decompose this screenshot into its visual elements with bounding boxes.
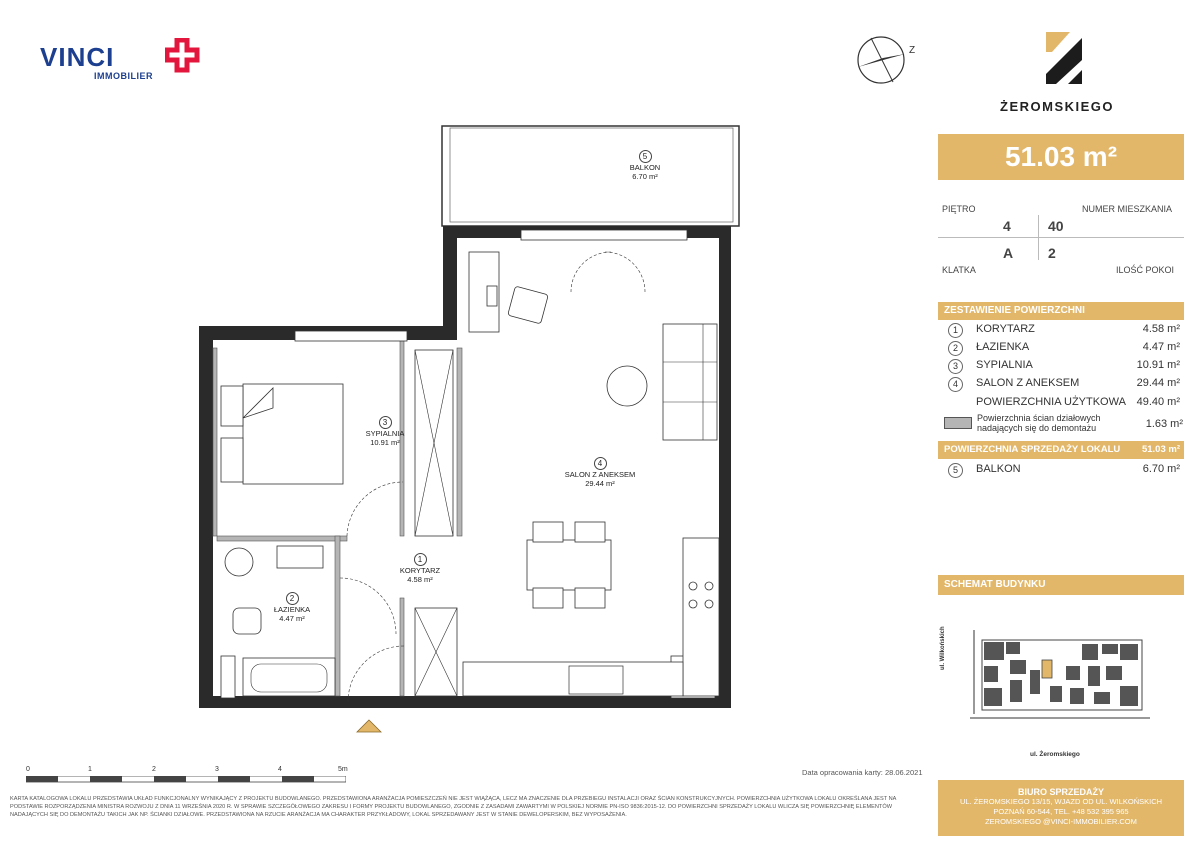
north-arrow-icon — [853, 34, 923, 86]
plan-room-name: SALON Z ANEKSEM — [564, 470, 636, 479]
room-number-badge: 5 — [948, 463, 963, 478]
plan-room-name: KORYTARZ — [399, 566, 441, 575]
plan-room-area: 6.70 m² — [632, 172, 658, 181]
rooms-count-label: ILOŚĆ POKOI — [1116, 265, 1175, 275]
apartment-number-value: 40 — [1048, 218, 1064, 234]
sales-area-value: 51.03 m² — [1141, 444, 1180, 455]
plan-room-number: 5 — [639, 150, 652, 163]
room-area: 10.91 m² — [1136, 359, 1180, 371]
scale-tick-1: 1 — [88, 766, 92, 773]
plan-label-balcony — [620, 150, 670, 181]
vinci-wordmark: VINCI — [40, 42, 115, 72]
room-name: BALKON — [976, 463, 1021, 475]
floor-label: PIĘTRO — [942, 204, 976, 214]
svg-text:Z: Z — [909, 45, 916, 56]
scale-tick-5: 5m — [338, 766, 348, 773]
room-area: 6.70 m² — [1142, 463, 1180, 475]
sales-area-row — [938, 441, 1184, 459]
plan-room-name: ŁAZIENKA — [273, 605, 311, 614]
staircase-value: A — [1003, 245, 1014, 261]
plan-room-area: 4.58 m² — [407, 575, 433, 584]
partition-wall-swatch — [944, 417, 972, 429]
sales-area-label: POWIERZCHNIA SPRZEDAŻY LOKALU — [944, 444, 1121, 455]
street-label-bottom: ul. Żeromskiego — [1030, 751, 1080, 758]
plan-label-bedroom — [355, 416, 415, 447]
usable-area-value: 49.40 m² — [1136, 396, 1180, 408]
plan-label-bathroom — [262, 592, 322, 623]
summary-row-bedroom — [938, 358, 1184, 375]
plan-room-area: 29.44 m² — [585, 479, 615, 488]
total-area-badge: 51.03 m² — [938, 134, 1184, 180]
room-area: 29.44 m² — [1136, 377, 1180, 389]
floor-plan — [195, 118, 755, 738]
summary-row-balcony — [938, 462, 1184, 479]
plan-label-living-room — [555, 457, 645, 488]
vinci-cross-icon — [165, 38, 201, 80]
room-name: SALON Z ANEKSEM — [976, 377, 1080, 389]
plan-room-number: 1 — [414, 553, 427, 566]
scale-tick-3: 3 — [215, 766, 219, 773]
room-area: 4.47 m² — [1142, 341, 1180, 353]
plan-room-name: SYPIALNIA — [365, 429, 405, 438]
partition-walls-value: 1.63 m² — [1145, 418, 1183, 430]
floor-value: 4 — [1003, 218, 1011, 234]
room-name: KORYTARZ — [976, 323, 1035, 335]
street-label-side: ul. Wilkońskich — [940, 626, 946, 670]
room-number-badge: 1 — [948, 323, 963, 338]
room-number-badge: 3 — [948, 359, 963, 374]
sales-office-phone: POZNAŃ 60-544, TEL. +48 532 395 965 — [993, 807, 1129, 816]
info-divider-vertical — [1038, 215, 1039, 260]
area-summary-title: ZESTAWIENIE POWIERZCHNI — [938, 302, 1184, 320]
sales-office-email: ZEROMSKIEGO @VINCI-IMMOBILIER.COM — [985, 817, 1137, 826]
summary-row-living-room — [938, 376, 1184, 393]
zeromskiego-logo-icon — [1042, 30, 1086, 86]
brand-name: ŻEROMSKIEGO — [1000, 99, 1115, 114]
room-area: 4.58 m² — [1142, 323, 1180, 335]
sales-office-box — [938, 780, 1184, 836]
vinci-subtitle: IMMOBILIER — [94, 71, 153, 81]
staircase-label: KLATKA — [942, 265, 976, 275]
rooms-count-value: 2 — [1048, 245, 1056, 261]
usable-area-label: POWIERZCHNIA UŻYTKOWA — [976, 396, 1126, 408]
room-number-badge: 2 — [948, 341, 963, 356]
room-number-badge: 4 — [948, 377, 963, 392]
plan-label-corridor — [390, 553, 450, 584]
building-scheme-title: SCHEMAT BUDYNKU — [938, 575, 1184, 595]
card-date: Data opracowania karty: 28.06.2021 — [802, 768, 923, 777]
room-name: SYPIALNIA — [976, 359, 1033, 371]
sales-office-address: UL. ŻEROMSKIEGO 13/15, WJAZD OD UL. WILKOŃSKICH — [959, 797, 1163, 806]
building-scheme-map — [970, 630, 1150, 725]
vinci-immobilier-logo — [40, 38, 205, 88]
disclaimer-text: KARTA KATALOGOWA LOKALU PRZEDSTAWIA UKŁAD FUNKCJONALNY WYNIKAJĄCY Z PROJEKTU BUDOWLANEGO. PRZEDSTAWIONA ARANŻACJA POMIESZCZEŃ NIE JEST WIĄŻĄCA, LECZ MA ZNACZENIE DLA PRZEBIEGU INSTALACJI ORAZ ŚCIAN KONSTRUKCYJNYCH. POWIERZCHNIA UŻYTKOWA LOKALU OKREŚLANA JEST NA PODSTAWIE ROZPORZĄDZENIA MINISTRA ROZWOJU Z DNIA 11 WRZEŚNIA 2020 R. W SPRAWIE SZCZEGÓŁOWEGO ZAKRESU I FORMY PROJEKTU BUDOWLANEGO, ZGODNIE Z ZASADAMI ZAWARTYMI W POLSKIEJ NORMIE PN-ISO 9836:2015-12. DO POWIERZCHNI SPRZEDAŻY LOKALU WLICZA SIĘ POWIERZCHNIĘ ELEMENTÓW NADAJĄCYCH SIĘ DO DEMONTAŻU TAKICH JAK NP. ŚCIANKI DZIAŁOWE. PRZEDSTAWIONA NA RZUCIE ARANŻACJA MA CHARAKTER PRZYKŁADOWY, LOKAL SPRZEDAWANY JEST W STANIE DEWELOPERSKIM, BEZ WYPOSAŻENIA. — [10, 796, 897, 818]
plan-room-number: 2 — [286, 592, 299, 605]
summary-row-corridor — [938, 322, 1184, 339]
plan-room-area: 4.47 m² — [279, 614, 305, 623]
plan-room-number: 3 — [379, 416, 392, 429]
scale-tick-0: 0 — [26, 766, 30, 773]
partition-walls-label: Powierzchnia ścian działowych nadających się do demontażu — [977, 413, 1101, 433]
plan-room-name: BALKON — [629, 163, 661, 172]
plan-room-area: 10.91 m² — [370, 438, 400, 447]
summary-row-usable-area — [938, 395, 1184, 412]
info-divider — [938, 237, 1184, 238]
apartment-number-label: NUMER MIESZKANIA — [1082, 204, 1173, 214]
scale-bar — [26, 776, 346, 784]
summary-row-bathroom — [938, 340, 1184, 357]
room-name: ŁAZIENKA — [976, 341, 1030, 353]
sales-office-title: BIURO SPRZEDAŻY — [1017, 787, 1104, 797]
plan-room-number: 4 — [594, 457, 607, 470]
scale-tick-2: 2 — [152, 766, 156, 773]
scale-tick-4: 4 — [278, 766, 282, 773]
